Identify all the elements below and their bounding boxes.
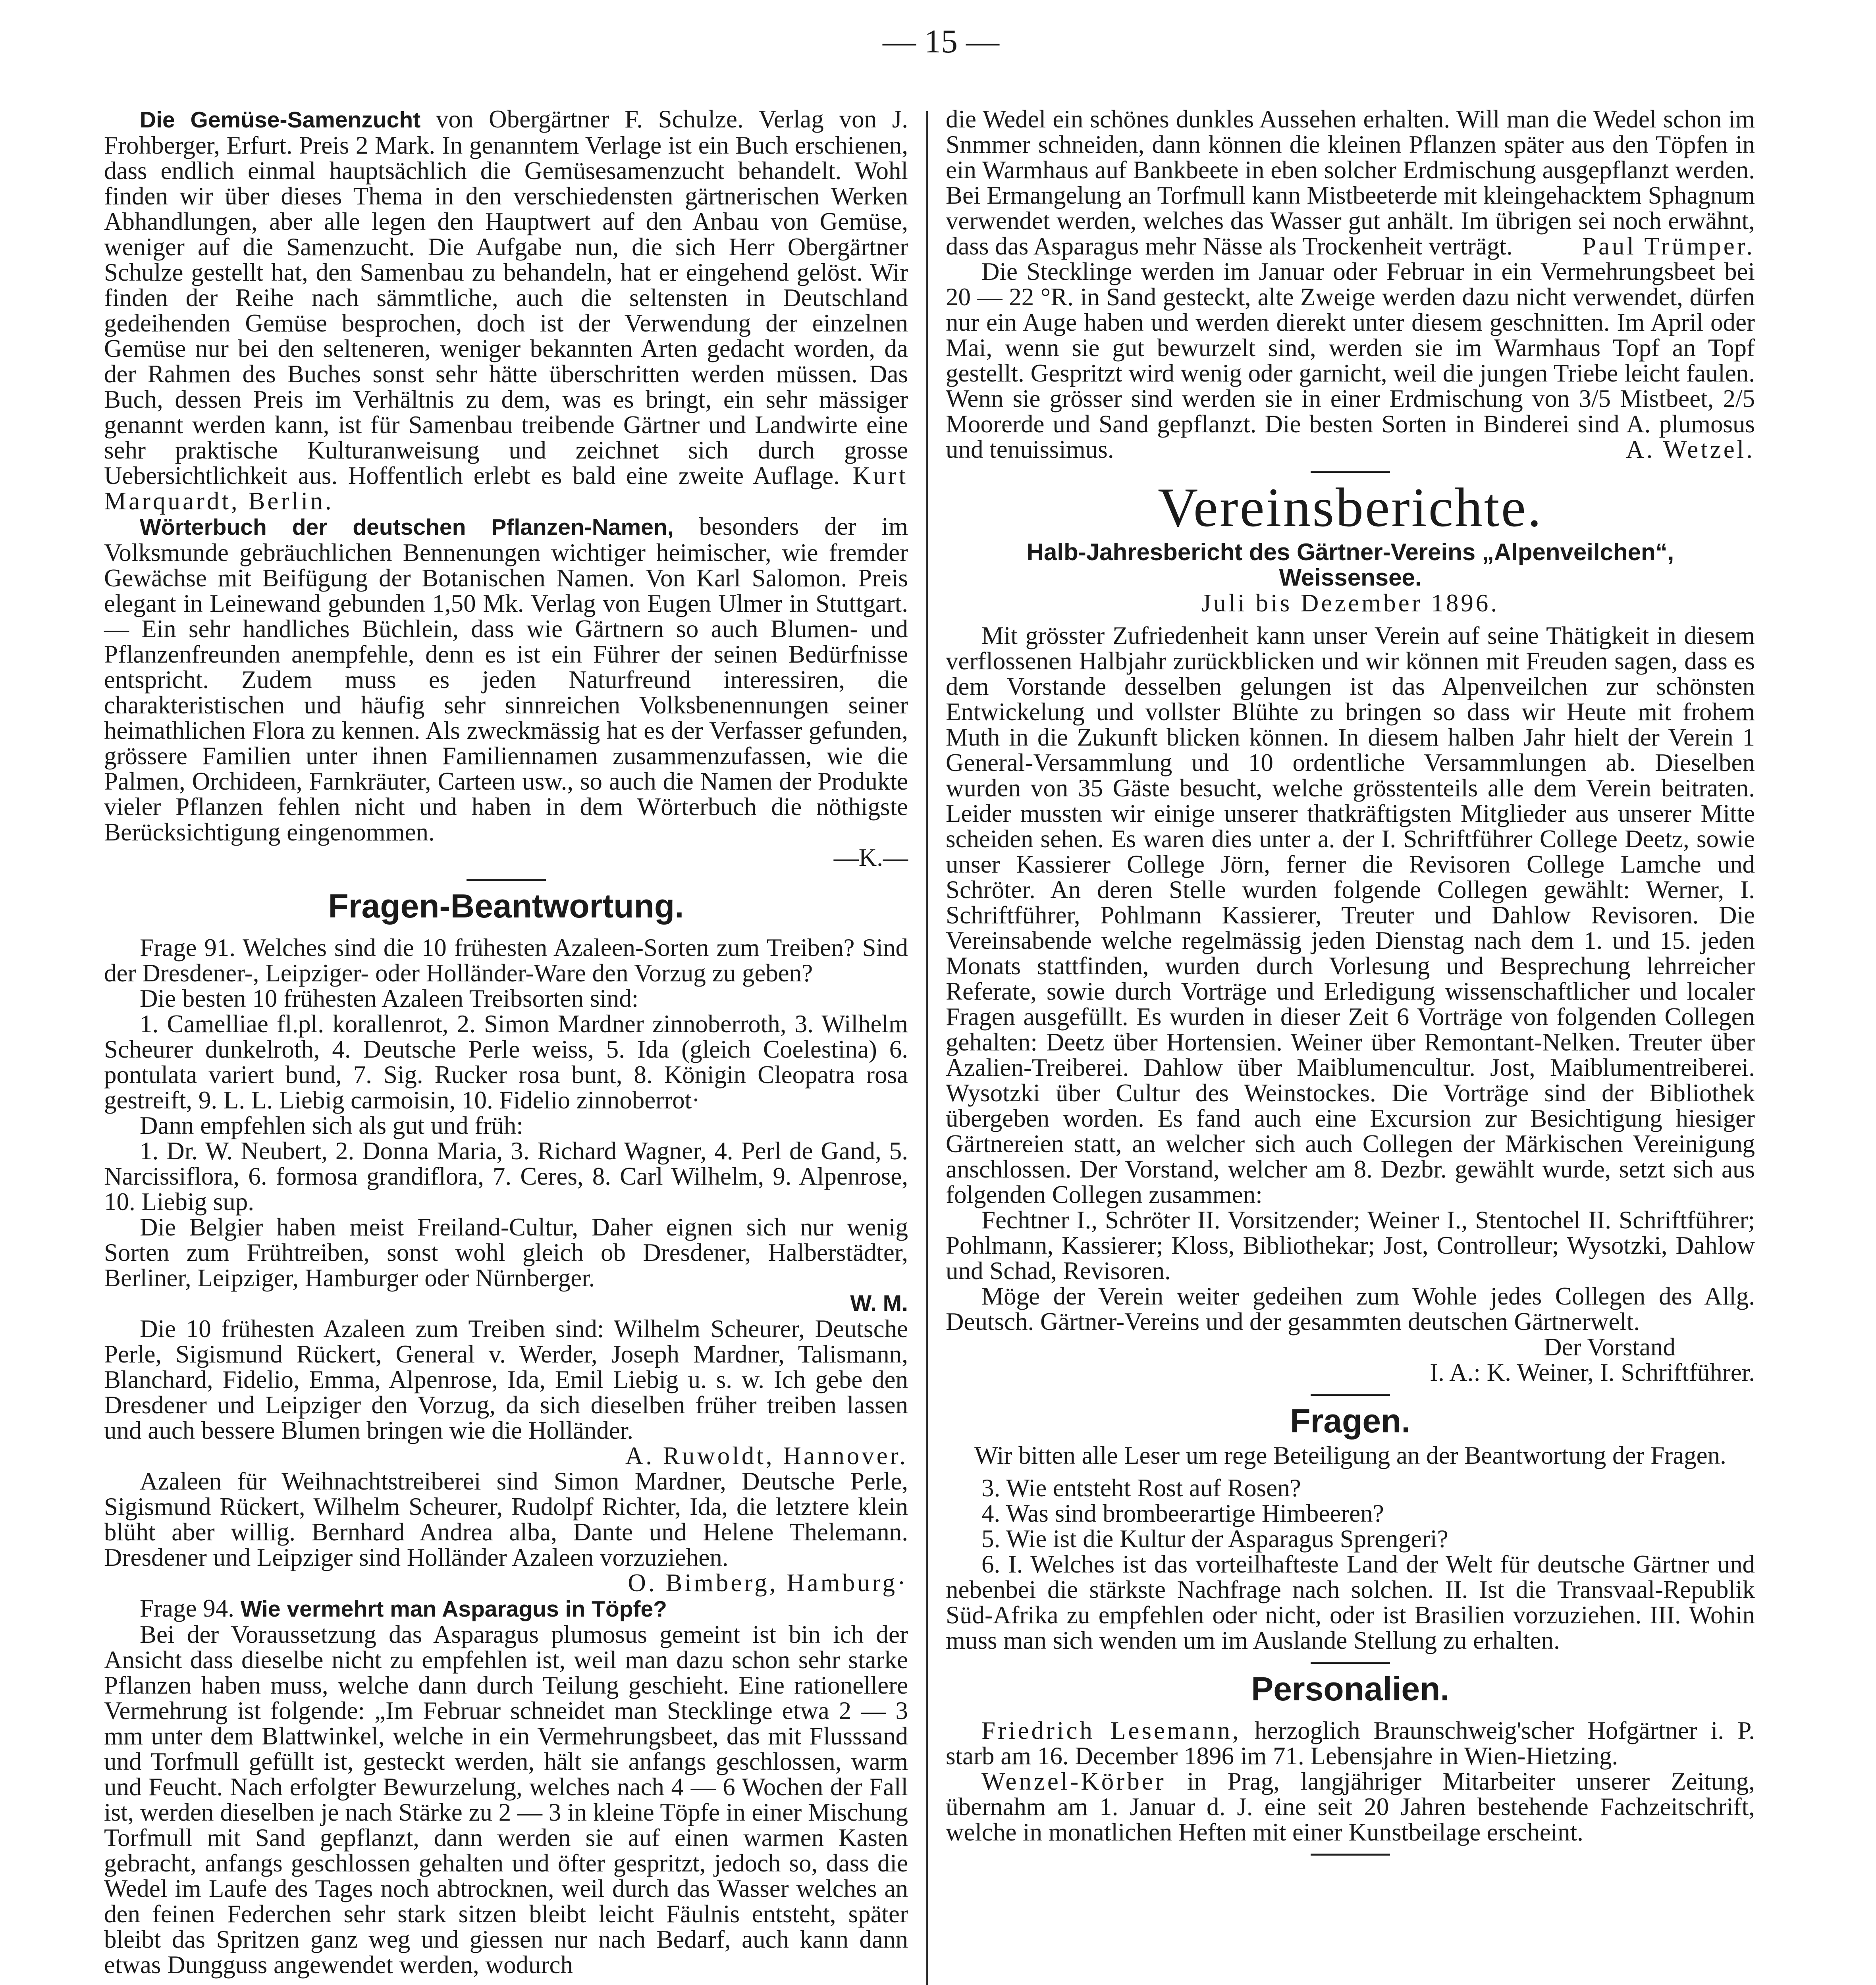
frage-91: Frage 91. Welches sind die 10 frühesten Azaleen-Sorten zum Treiben? Sind der Dresdener-, Leipziger- oder Holländer-Ware den Vorzug zu geben? <box>104 934 908 987</box>
woerterbuch-title: Wörterbuch der deutschen Pflanzen-Namen, <box>140 515 674 540</box>
frage-94-title: Wie vermehrt man Asparagus in Töpfe? <box>240 1596 667 1622</box>
fragen-beantwortung-heading: Fragen-Beantwortung. <box>328 887 684 925</box>
section-rule <box>1311 1854 1390 1856</box>
right-column <box>946 106 1755 1859</box>
stecklinge-text: Die Stecklinge werden im Januar oder Februar in ein Vermehrungsbeet bei 20 — 22 °R. in Sand gesteckt, alte Zweige werden dazu nicht verwendet, dürfen nur ein Auge haben und werden dierekt unter diesem geschnitten. Im April oder Mai, wenn sie gut bewurzelt sind, werden sie im Warmhaus Topf an Topf gestellt. Gespritzt wird wenig oder garnicht, weil die jungen Triebe leicht faulen. Wenn sie grösser sind werden sie in einer Erdmischung von 3/5 Mistbeet, 2/5 Moorerde und Sand gepflanzt. Die besten Sorten in Binderei sind A. plumosus und tenuissimus. <box>946 258 1755 463</box>
fragen-item: 5. Wie ist die Kultur der Asparagus Sprengeri? <box>981 1525 1448 1553</box>
stecklinge-signature: A. Wetzel. <box>1626 436 1755 463</box>
fragen-heading: Fragen. <box>1290 1402 1411 1440</box>
vorstand-list: Fechtner I., Schröter II. Vorsitzender; Weiner I., Stentochel II. Schriftführer; Pohlmann, Kassierer; Kloss, Bibliothekar; Jost, Controlleur; Wysotzki, Dahlow und Schad, Revisoren. <box>946 1206 1755 1285</box>
woerterbuch-signature: —K.— <box>833 844 908 871</box>
dann-intro: Dann empfehlen sich als gut und früh: <box>140 1112 523 1139</box>
moege-body: Möge der Verein weiter gedeihen zum Wohle jedes Collegen des Allg. Deutsch. Gärtner-Vereins und der gesammten deutschen Gärtnerwelt. <box>946 1282 1755 1336</box>
section-rule <box>467 879 546 881</box>
frage-94 <box>104 1596 908 1622</box>
gemuese-review <box>104 106 908 514</box>
belgier-signature: W. M. <box>850 1291 908 1316</box>
vereinsberichte-heading: Vereinsberichte. <box>1158 477 1543 538</box>
zehn-signature: A. Ruwoldt, Hannover. <box>625 1442 908 1470</box>
asparagus-answer: Bei der Voraussetzung das Asparagus plumosus gemeint ist bin ich der Ansicht dass dieselbe nicht zu empfehlen ist, weil man dazu schon sehr starke Pflanzen haben muss, welche dann durch Teilung geschieht. Eine rationellere Vermehrung ist folgende: „Im Februar schneidet man Stecklinge etwa 2 — 3 mm unter dem Blattwinkel, welche in ein Vermehrungsbeet, das mit Flusssand und Torfmull gefüllt ist, gesteckt werden, hält sie anfangs geschlossen, warm und Feucht. Nach erfolgter Bewurzelung, welches nach 4 — 6 Wochen der Fall ist, werden dieselben je nach Stärke zu 2 — 3 in kleine Töpfe in einer Mischung Torfmull mit Sand gepflanzt, dann werden sie auf einen warmen Kasten gebracht, anfangs geschlossen gehalten und öfter gespritzt, jedoch so, dass die Wedel im Laufe des Tages noch abtrocknen, weil durch das Wasser welches an den feinen Federchen sehr stark sitzen bleibt leicht Fäulnis entsteht, später bleibt das Spritzen ganz weg und giessen nur nach Bedarf, auch kann dann etwas Dungguss angewendet werden, wodurch <box>104 1621 908 1979</box>
fragen-item-6: 6. I. Welches ist das vorteilhafteste Land der Welt für deutsche Gärtner und nebenbei die stärkste Nachfrage nach solchen. II. Ist die Transvaal-Republik Süd-Afrika zu empfehlen oder nicht, oder ist Brasilien vorzuziehen. III. Wohin muss man sich wenden um im Auslande Stellung zu erhalten. <box>946 1550 1755 1654</box>
lesemann-notice <box>946 1718 1755 1769</box>
weihnacht-signature: O. Bimberg, Hamburg· <box>628 1569 908 1597</box>
lesemann-text: herzoglich Braunschweig'scher Hofgärtner i. P. starb am 16. December 1896 im 71. Lebensjahre in Wien-Hietzing. <box>946 1717 1755 1770</box>
fragen-intro: Wir bitten alle Leser um rege Beteiligung an der Beantwortung der Fragen. <box>974 1442 1726 1469</box>
besten-list: 1. Camelliae fl.pl. korallenrot, 2. Simon Mardner zinnoberroth, 3. Wilhelm Scheurer dunkelroth, 4. Deutsche Perle weiss, 5. Ida (gleich Coelestina) 6. pontulata variert bund, 7. Sig. Rucker rosa bunt, 8. Königin Cleopatra rosa gestreift, 9. L. L. Liebig carmoisin, 10. Fidelio zinnoberrot· <box>104 1010 908 1114</box>
koerber-text: in Prag, langjähriger Mitarbeiter unserer Zeitung, übernahm am 1. Januar d. J. eine seit 20 Jahren bestehende Fachzeitschrift, welche in monatlichen Heften mit einer Kunstbeilage erscheint. <box>946 1767 1755 1846</box>
zehn-answer: Die 10 frühesten Azaleen zum Treiben sind: Wilhelm Scheurer, Deutsche Perle, Sigismund Rückert, General v. Werder, Joseph Mardner, Talismann, Blanchard, Fidelio, Emma, Alpenrose, Ida, Emil Liebig u. s. w. Ich gebe den Dresdener und Leipziger den Vorzug, da sich dieselben früher treiben lassen und auch bessere Blumen bringen wie die Holländer. <box>104 1315 908 1444</box>
continuation-signature: Paul Trümper. <box>1582 232 1755 260</box>
halb-title-line1: Halb-Jahresbericht des Gärtner-Vereins „Alpenveilchen“, <box>1026 539 1674 565</box>
koerber-name: Wenzel-Körber <box>981 1767 1166 1795</box>
section-rule <box>1311 471 1390 473</box>
woerterbuch-text: besonders der im Volksmunde gebräuchlichen Bennenungen wichtiger heimischer, wie fremder Gewächse mit Beifügung der Botanischen Namen. Von Karl Salomon. Preis elegant in Leinewand gebunden 1,50 Mk. Verlag von Eugen Ulmer in Stuttgart. — Ein sehr handliches Büchlein, dass wie Gärtnern so auch Blumen- und Pflanzenfreunden anempfehle, denn es ist ein Führer der seinen Bedürfnisse entspricht. Zudem muss es jeden Naturfreund interessiren, die charakteristischen und häufig sehr sinnreichen Volksbenennungen seiner heimathlichen Flora zu kennen. Als zweckmässig hat es der Verfasser gefunden, grössere Familien unter ihnen Familiennamen zusammenzufassen, wie die Palmen, Orchideen, Farnkräuter, Carteen usw., so auch die Namen der Produkte vieler Pflanzen fehlen nicht und haben in dem Wörterbuch die nöthigste Berücksichtigung eingenommen. <box>104 513 908 846</box>
dann-list: 1. Dr. W. Neubert, 2. Donna Maria, 3. Richard Wagner, 4. Perl de Gand, 5. Narcissiflora, 6. formosa grandiflora, 7. Ceres, 8. Carl Wilhelm, 9. Alpenrose, 10. Liebig sup. <box>104 1137 908 1216</box>
weihnacht-answer: Azaleen für Weihnachtstreiberei sind Simon Mardner, Deutsche Perle, Sigismund Rückert, Wilhelm Scheurer, Rudolpf Richter, Ida, die letztere klein blüht aber willig. Bernhard Andrea alba, Dante und Helene Thelemann. Dresdener und Leipziger sind Holländer Azaleen vorzuziehen. <box>104 1467 908 1571</box>
halb-date: Juli bis Dezember 1896. <box>1201 589 1500 617</box>
personalien-heading: Personalien. <box>1251 1670 1450 1707</box>
stecklinge-answer <box>946 259 1755 462</box>
moege-signature: I. A.: K. Weiner, I. Schriftführer. <box>1430 1359 1755 1386</box>
frage-94-prefix: Frage 94. <box>140 1594 241 1622</box>
page-number: — 15 — <box>883 23 999 60</box>
section-rule <box>1311 1394 1390 1396</box>
fragen-item: 3. Wie entsteht Rost auf Rosen? <box>981 1474 1301 1502</box>
besten-intro: Die besten 10 frühesten Azaleen Treibsorten sind: <box>140 985 639 1012</box>
gemuese-text: von Obergärtner F. Schulze. Verlag von J. Frohberger, Erfurt. Preis 2 Mark. In genanntem Verlage ist ein Buch erschienen, dass endlich einmal hauptsächlich die Gemüsesamenzucht behandelt. Wohl finden wir über dieses Thema in den verschiedensten gärtnerischen Werken Abhandlungen, aber alle legen den Hauptwert auf den Anbau von Gemüse, weniger auf die Samenzucht. Die Aufgabe nun, die sich Herr Obergärtner Schulze gestellt hat, den Samenbau zu behandeln, hat er eingehend gelöst. Wir finden der Reihe nach sämmtliche, auch die seltensten in Deutschland gedeihenden Gemüse besprochen, doch ist der Verwendung der einzelnen Gemüse nur bei den selteneren, weniger bekannten Arten gedacht worden, da der Rahmen des Buches sonst sehr hätte überschritten werden müssen. Das Buch, dessen Preis im Verhältnis zu dem, was es bringt, ein sehr mässiger genannt werden kann, ist für Samenbau treibende Gärtner und Landwirte eine sehr praktische Kulturanweisung und zeichnet sich durch grosse Uebersichtlichkeit aus. Hoffentlich erlebt es bald eine zweite Auflage. <box>104 105 908 490</box>
halb-title-line2: Weissensee. <box>1279 564 1422 591</box>
halb-report: Mit grösster Zufriedenheit kann unser Verein auf seine Thätigkeit in diesem verflossenen Halbjahr zurückblicken und wir können mit Freuden sagen, dass es dem Vorstande desselben gelungen ist das Alpenveilchen zur schönsten Entwickelung und vollster Blühte zu bringen so dass wir Heute mit frohem Muth in die Zukunft blicken können. In diesem halben Jahr hielt der Verein 1 General-Versammlung und 10 ordentliche Versammlungen ab. Dieselben wurden von 35 Gäste besucht, welche grösstenteils alle dem Verein beitraten. Leider mussten wir einige unserer thatkräftigsten Mitglieder aus unserer Mitte scheiden sehen. Es waren dies unter a. der I. Schriftführer College Deetz, sowie unser Kassierer College Jörn, ferner die Revisoren College Lamche und Schröter. An deren Stelle wurden folgende Collegen gewählt: Werner, I. Schriftführer, Pohlmann Kassierer, Treuter und Dahlow Revisoren. Die Vereinsabende welche regelmässig jeden Dienstag nach dem 1. und 15. jeden Monats stattfinden, wurden durch Vorlesung und Besprechung lehrreicher Referate, sowie durch Vorträge und Erledigung wissenschaftlicher und localer Fragen ausgefüllt. Es wurden in dieser Zeit 6 Vorträge von folgenden Collegen gehalten: Deetz über Hortensien. Weiner über Remontant-Nelken. Treuter über Azalien-Treiberei. Dahlow über Maiblumencultur. Jost, Maiblumentreiberei. Wysotzki über Cultur des Weinstockes. Die Vorträge sind der Bibliothek übergeben worden. Es fand auch eine Excursion zur Besichtigung hiesiger Gärtnereien statt, an welcher sich auch Collegen der Märkischen Vereinigung anschlossen. Der Vorstand, welcher am 8. Dezbr. gewählt wurde, setzt sich aus folgenden Collegen zusammen: <box>946 622 1755 1208</box>
asparagus-continuation <box>946 106 1755 259</box>
lesemann-name: Friedrich Lesemann, <box>981 1717 1241 1744</box>
koerber-notice <box>946 1769 1755 1845</box>
fragen-item: 4. Was sind brombeerartige Himbeeren? <box>981 1499 1384 1527</box>
continuation-text: die Wedel ein schönes dunkles Aussehen erhalten. Will man die Wedel schon im Snmmer schneiden, dann können die kleinen Pflanzen später aus den Töpfen in ein Warmhaus auf Bankbeete in eben solcher Erdmischung ausgepflanzt werden. Bei Ermangelung an Torfmull kann Mistbeeterde mit kleingehacktem Sphagnum verwendet werden, welches das Wasser gut anhält. Im übrigen sei noch erwähnt, dass das Asparagus mehr Nässe als Trockenheit verträgt. <box>946 105 1755 260</box>
woerterbuch-review <box>104 514 908 845</box>
gemuese-signature: Kurt Marquardt, Berlin. <box>104 462 908 515</box>
moege-vorstand: Der Vorstand <box>1544 1333 1675 1361</box>
left-column <box>104 106 908 1977</box>
section-rule <box>1311 1662 1390 1664</box>
column-divider <box>926 111 928 1985</box>
gemuese-title: Die Gemüse-Samenzucht <box>140 107 421 133</box>
moege-text <box>946 1282 1755 1361</box>
belgier-answer: Die Belgier haben meist Freiland-Cultur, Daher eignen sich nur wenig Sorten zum Frühtreiben, sonst wohl gleich ob Dresdener, Halberstädter, Berliner, Leipziger, Hamburger oder Nürnberger. <box>104 1213 908 1292</box>
